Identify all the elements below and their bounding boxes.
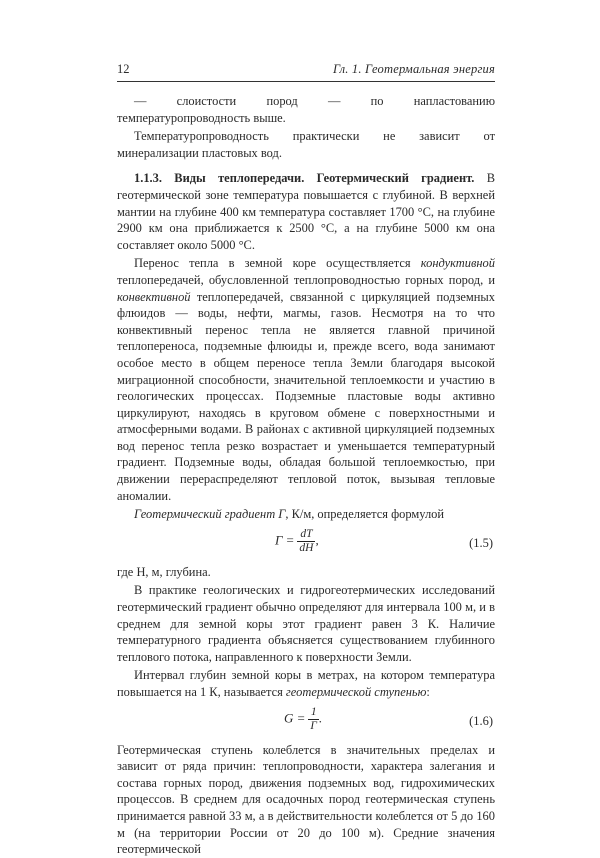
running-head bbox=[117, 62, 495, 80]
equation-1-6-numerator: 1 bbox=[308, 706, 319, 720]
paragraph-5 bbox=[117, 506, 495, 523]
paragraph-8 bbox=[117, 667, 495, 700]
equation-1-6-expression bbox=[284, 706, 322, 733]
paragraph-8-part-a: Интервал глубин земной коры в метрах, на котором температура повышается на 1 К, называется bbox=[117, 668, 495, 699]
equation-1-5-tail: , bbox=[315, 532, 319, 548]
paragraph-4-part-c: теплопередачей, связанной с циркуляцией подземных флюидов — воды, нефти, магмы, газов. Несмотря на то что конвективный перенос тепла не является главной причиной теплопереноса, подземные флюиды и, прежде всего, вода занимают особое место в общем переносе тепла Земли благодаря высокой миграционной способности, значительной теплоемкости и участию в геологических процессах. Подземные пластовые воды активно циркулируют, находясь в круговом обмене с поверхностными и атмосферными водами. В районах с активной циркуляцией подземных вод перенос тепла резко возрастает и уменьшается температурный градиент. Подземные воды, обладая большой теплоемкостью, при движении перераспределяют тепловой поток, вызывая тепловые аномалии. bbox=[117, 289, 495, 503]
equation-1-6 bbox=[117, 704, 495, 738]
term-geothermal-step: геотермической ступенью bbox=[285, 685, 427, 699]
term-convective: конвективной bbox=[117, 289, 191, 304]
equation-1-6-label: (1.6) bbox=[469, 713, 493, 728]
equation-1-5-expression bbox=[275, 528, 319, 555]
paragraph-3 bbox=[117, 170, 495, 253]
equation-1-5-denominator: dH bbox=[299, 541, 314, 554]
equation-1-5 bbox=[117, 526, 495, 560]
paragraph-4-part-b: теплопередачей, обусловленной теплопроводностью горных пород, и bbox=[117, 272, 495, 287]
paragraph-6: где H, м, глубина. bbox=[117, 564, 211, 579]
equation-1-5-lhs: Γ = bbox=[275, 532, 295, 548]
header-rule bbox=[117, 81, 495, 82]
equation-1-5-fraction bbox=[297, 528, 315, 555]
chapter-title: Гл. 1. Геотермальная энергия bbox=[332, 62, 495, 76]
paragraph-4-part-a: Перенос тепла в земной коре осуществляется bbox=[134, 256, 421, 271]
equation-1-6-lhs: G = bbox=[284, 710, 306, 726]
equation-1-5-numerator: dT bbox=[297, 528, 315, 542]
paragraph-4 bbox=[117, 255, 495, 504]
paragraph-7: В практике геологических и гидрогеотермических исследований геотермический градиент обычно определяют для интервала 100 м, и в среднем для земной коры этот градиент равен 3 К. Наличие температурного градиента объясняется существованием глубинного теплового потока, направленного к поверхности Земли. bbox=[117, 583, 495, 664]
paragraph-8-part-b: : bbox=[426, 685, 430, 699]
paragraph-9: Геотермическая ступень колеблется в значительных пределах и зависит от ряда причин: теплопроводности, характера залегания и состава горных пород, движения подземных вод, гидрохимических процессов. В среднем для осадочных пород геотермическая ступень принимается равной 33 м, а в действительности колеблется от 5 до 160 м (на территории России от 20 до 100 м). Средние значения геотермической bbox=[117, 742, 495, 857]
term-conductive: кондуктивной bbox=[420, 256, 495, 271]
paragraph-5-text: , К/м, определяется формулой bbox=[285, 507, 445, 522]
equation-1-6-tail: . bbox=[318, 710, 323, 726]
equation-1-6-fraction bbox=[308, 706, 319, 733]
paragraph-3-text: В геотермической зоне температура повышается с глубиной. В верхней мантии на глубине 400 км температура составляет 1700 °С, на глубине 2900 км она приближается к 2500 °С, а на глубине 5000 км она составляет около 5000 °С. bbox=[117, 171, 496, 252]
term-geothermal-gradient: Геотермический градиент Γ bbox=[134, 507, 286, 522]
paragraph-2: Температуропроводность практически не зависит от минерализации пластовых вод. bbox=[117, 129, 495, 160]
paragraph-1: — слоистости пород — по напластованию температуропроводность выше. bbox=[117, 94, 495, 125]
equation-1-5-label: (1.5) bbox=[469, 535, 493, 550]
page-number: 12 bbox=[117, 62, 130, 76]
equation-1-6-denominator: Γ bbox=[310, 719, 317, 732]
section-heading: 1.1.3. Виды теплопередачи. Геотермический градиент. bbox=[134, 171, 475, 186]
body-text bbox=[117, 93, 495, 858]
